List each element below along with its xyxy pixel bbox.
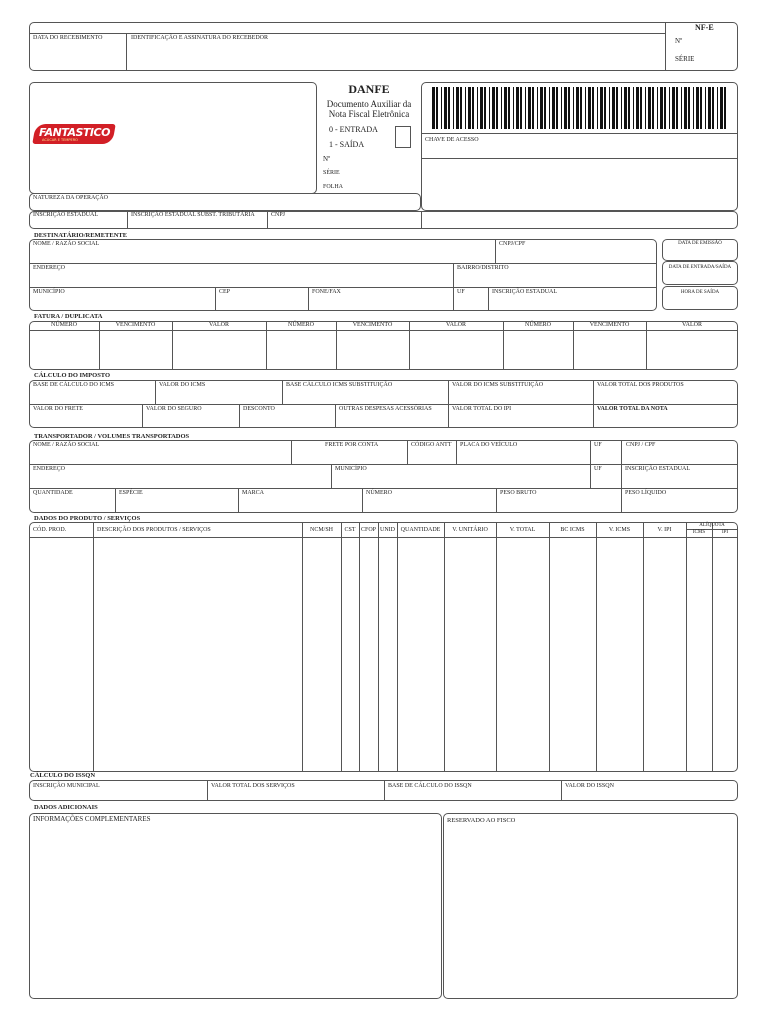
entry-exit-date-label: DATA DE ENTRADA/SAÍDA [668, 265, 732, 270]
issue-date-label: DATA DE EMISSÃO [678, 241, 722, 246]
issqn-col-1: VALOR TOTAL DOS SERVIÇOS [211, 783, 295, 789]
tax-r1-0: BASE DE CÁLCULO DO ICMS [33, 382, 115, 388]
tax-r2-2: DESCONTO [243, 406, 275, 412]
tax-section-title: CÁLCULO DO IMPOSTO [34, 372, 111, 379]
operation-type-box[interactable] [395, 126, 411, 148]
transport-r3-4: PESO BRUTO [500, 490, 537, 496]
issqn-col-0: INSCRIÇÃO MUNICIPAL [33, 783, 100, 789]
product-col-7: V. UNITÁRIO [452, 527, 488, 533]
tax-r1-3: VALOR DO ICMS SUBSTITUIÇÃO [452, 382, 544, 388]
transport-r2-0: ENDEREÇO [33, 466, 65, 472]
transport-r1-1: FRETE POR CONTA [325, 442, 379, 448]
invoice-col-2: VALOR [209, 322, 229, 328]
transport-r3-3: NÚMERO [366, 490, 393, 496]
tax-r2-0: VALOR DO FRETE [33, 406, 83, 412]
issqn-col-3: VALOR DO ISSQN [565, 783, 614, 789]
transport-r1-0: NOME / RAZÃO SOCIAL [33, 442, 100, 448]
invoice-col-6: NÚMERO [524, 322, 551, 328]
recipient-phone-label: FONE/FAX [312, 289, 341, 295]
danfe-title: DANFE [348, 82, 390, 96]
transport-r1-2: CÓDIGO ANTT [411, 442, 452, 448]
transport-section-title: TRANSPORTADOR / VOLUMES TRANSPORTADOS [34, 433, 190, 440]
product-col-10: V. ICMS [608, 527, 631, 533]
product-col-8: V. TOTAL [509, 527, 536, 533]
product-col-9: BC ICMS [560, 527, 585, 533]
receipt-id-label: IDENTIFICAÇÃO E ASSINATURA DO RECEBEDOR [131, 35, 269, 41]
receipt-series-label: SÉRIE [675, 55, 695, 63]
danfe-number-label: Nº [323, 155, 331, 163]
product-col-1: DESCRIÇÃO DOS PRODUTOS / SERVIÇOS [97, 527, 211, 533]
invoice-col-7: VENCIMENTO [589, 322, 630, 328]
danfe-subtitle-2: Nota Fiscal Eletrônica [328, 109, 410, 119]
invoice-col-0: NÚMERO [50, 322, 77, 328]
issqn-section-title: CÁLCULO DO ISSQN [30, 772, 96, 779]
product-col-2: NCM/SH [309, 527, 333, 533]
issqn-col-2: BASE DE CÁLCULO DO ISSQN [388, 783, 472, 789]
transport-r3-0: QUANTIDADE [33, 490, 73, 496]
recipient-name-label: NOME / RAZÃO SOCIAL [33, 241, 100, 247]
recipient-state-reg-label: INSCRIÇÃO ESTADUAL [492, 289, 558, 295]
info-label: INFORMAÇÕES COMPLEMENTARES [33, 815, 151, 823]
recipient-cnpj-label: CNPJ/CPF [499, 241, 526, 247]
state-reg-subst-label: INSCRIÇÃO ESTADUAL SUBST. TRIBUTÁRIA [131, 212, 255, 218]
transport-r1-3: PLACA DO VEÍCULO [460, 442, 518, 448]
transport-r3-1: ESPÉCIE [119, 490, 143, 496]
danfe-page-label: FOLHA [323, 184, 344, 190]
product-col-4: CFOP [360, 527, 376, 533]
transport-r3-2: MARCA [242, 490, 265, 496]
company-logo [34, 124, 114, 148]
invoice-col-8: VALOR [682, 322, 702, 328]
receipt-box [29, 22, 738, 71]
danfe-series-label: SÉRIE [323, 170, 340, 176]
invoice-col-4: VENCIMENTO [352, 322, 393, 328]
tax-r1-4: VALOR TOTAL DOS PRODUTOS [597, 382, 684, 388]
fisco-label: RESERVADO AO FISCO [447, 817, 516, 824]
recipient-cep-label: CEP [219, 289, 231, 295]
nature-label: NATUREZA DA OPERAÇÃO [33, 195, 109, 201]
product-col-5: UNID [380, 527, 395, 533]
access-key-label: CHAVE DE ACESSO [425, 137, 479, 143]
tax-r2-3: OUTRAS DESPESAS ACESSÓRIAS [339, 406, 432, 412]
invoice-col-5: VALOR [446, 322, 466, 328]
transport-r1-4: UF [594, 442, 602, 448]
recipient-district-label: BAIRRO/DISTRITO [457, 265, 509, 271]
additional-section-title: DADOS ADICIONAIS [34, 804, 98, 811]
product-col-6: QUANTIDADE [400, 527, 441, 533]
danfe-subtitle-1: Documento Auxiliar da [326, 99, 412, 109]
transport-r2-1: MUNICÍPIO [335, 466, 367, 472]
tax-r2-4: VALOR TOTAL DO IPI [452, 406, 512, 412]
logo-text: FANTASTICO [39, 126, 110, 139]
state-reg-label: INSCRIÇÃO ESTADUAL [33, 212, 99, 218]
recipient-city-label: MUNICÍPIO [33, 289, 65, 295]
invoice-col-1: VENCIMENTO [115, 322, 156, 328]
exit-time-label: HORA DE SAÍDA [680, 290, 720, 295]
invoice-col-3: NÚMERO [287, 322, 314, 328]
product-col-3: CST [344, 527, 356, 533]
aliquota-label: ALÍQUOTA [699, 523, 725, 528]
transport-box [29, 440, 738, 513]
aliquota-icms-label: ICMS [692, 530, 706, 535]
receipt-date-label: DATA DO RECEBIMENTO [33, 35, 103, 41]
tax-r1-2: BASE CÁLCULO ICMS SUBSTITUIÇÃO [286, 382, 393, 388]
receipt-nfe-label: NF-E [695, 23, 714, 32]
receipt-number-label: Nº [675, 37, 683, 45]
transport-r3-5: PESO LÍQUIDO [625, 490, 667, 496]
transport-r2-2: UF [594, 466, 602, 472]
exit-option: 1 - SAÍDA [329, 140, 365, 149]
logo-subtext: ACÚCAR E TEMPERO [42, 138, 78, 142]
product-col-0: CÓD. PROD. [33, 527, 67, 533]
recipient-section-title: DESTINATÁRIO/REMETENTE [34, 232, 128, 239]
tax-r2-1: VALOR DO SEGURO [146, 406, 202, 412]
products-box [29, 522, 738, 772]
aliquota-ipi-label: IPI [721, 530, 729, 535]
entry-option: 0 - ENTRADA [329, 125, 378, 134]
barcode [432, 87, 732, 129]
product-col-11: V. IPI [657, 527, 672, 533]
info-box [29, 813, 442, 999]
transport-r1-5: CNPJ / CPF [626, 442, 656, 448]
recipient-box [29, 239, 657, 311]
recipient-uf-label: UF [457, 289, 465, 295]
tax-r2-5: VALOR TOTAL DA NOTA [597, 406, 668, 412]
transport-r2-3: INSCRIÇÃO ESTADUAL [625, 466, 691, 472]
invoice-section-title: FATURA / DUPLICATA [34, 313, 103, 320]
tax-r1-1: VALOR DO ICMS [159, 382, 206, 388]
recipient-address-label: ENDEREÇO [33, 265, 65, 271]
emitter-cnpj-label: CNPJ [271, 212, 286, 218]
products-section-title: DADOS DO PRODUTO / SERVIÇOS [34, 515, 141, 522]
fisco-box [443, 813, 738, 999]
